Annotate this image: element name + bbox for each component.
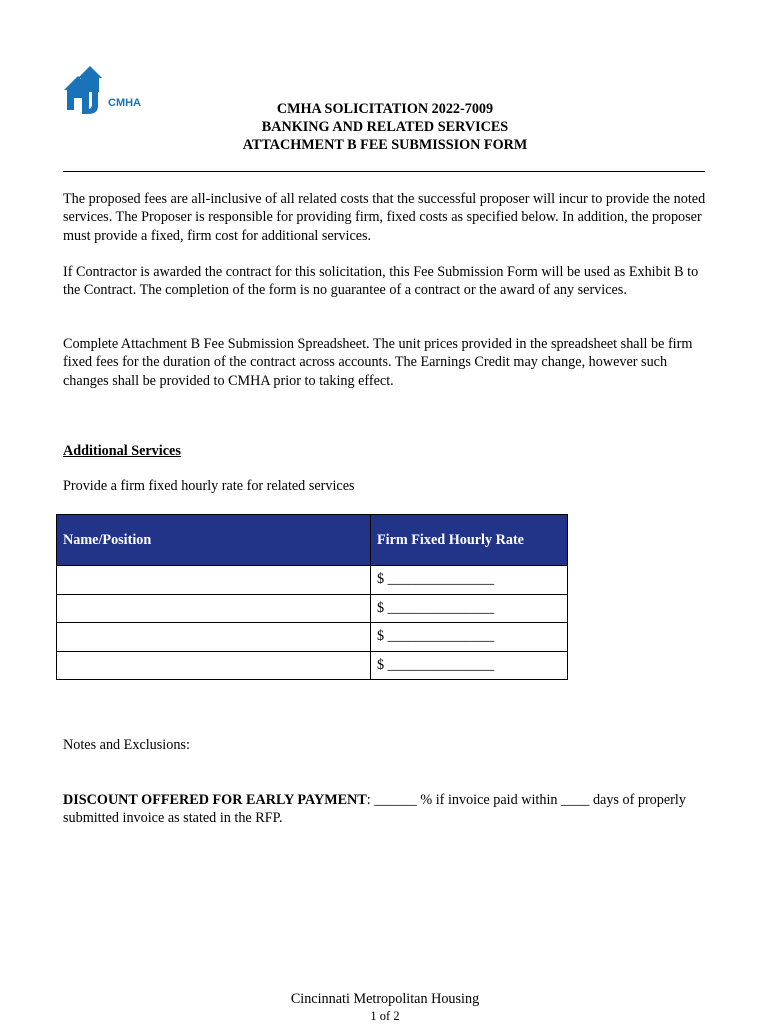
logo-text: CMHA (108, 97, 141, 109)
hourly-rate-cell[interactable]: $ _______________ (371, 623, 568, 652)
early-payment-discount (63, 791, 708, 828)
notes-exclusions-label: Notes and Exclusions: (63, 737, 190, 753)
page-number: 1 of 2 (370, 1009, 400, 1023)
fees-paragraph: The proposed fees are all-inclusive of all related costs that the successful proposer will incur to provide the noted services. The Proposer is responsible for providing firm, fixed costs as specified below. In addition, the proposer must provide a fixed, firm cost for additional services. (63, 191, 706, 244)
table-row (57, 566, 568, 595)
hourly-rate-cell[interactable]: $ _______________ (371, 594, 568, 623)
additional-services-heading: Additional Services (63, 443, 181, 459)
name-position-cell[interactable] (57, 623, 371, 652)
table-row (57, 623, 568, 652)
spreadsheet-paragraph: Complete Attachment B Fee Submission Spreadsheet. The unit prices provided in the spreadsheet shall be firm fixed fees for the duration of the contract across accounts. The Earnings Credit may change, however such changes shall be provided to CMHA prior to taking effect. (63, 336, 693, 389)
contract-paragraph: If Contractor is awarded the contract for this solicitation, this Fee Submission Form will be used as Exhibit B to the Contract. The completion of the form is no guarantee of a contract or the award of any services. (63, 264, 699, 299)
discount-label: DISCOUNT OFFERED FOR EARLY PAYMENT (63, 792, 367, 808)
footer-organization: Cincinnati Metropolitan Housing (290, 991, 480, 1007)
attachment-title: ATTACHMENT B FEE SUBMISSION FORM (242, 137, 528, 153)
discount-text: : ______ % if invoice paid within ____ days of properly submitted invoice as stated in the RFP. (63, 792, 686, 827)
additional-services-instruction: Provide a firm fixed hourly rate for related services (63, 478, 355, 494)
name-position-cell[interactable] (57, 566, 371, 595)
name-position-cell[interactable] (57, 594, 371, 623)
solicitation-title: CMHA SOLICITATION 2022-7009 (276, 101, 494, 117)
services-title: BANKING AND RELATED SERVICES (261, 119, 509, 135)
hourly-rate-table (56, 514, 568, 680)
table-header-row (57, 515, 568, 566)
column-header-hourly-rate: Firm Fixed Hourly Rate (371, 515, 568, 566)
hourly-rate-cell[interactable]: $ _______________ (371, 566, 568, 595)
table-row (57, 594, 568, 623)
column-header-name-position: Name/Position (57, 515, 371, 566)
table-row (57, 651, 568, 680)
header-divider (63, 171, 705, 172)
name-position-cell[interactable] (57, 651, 371, 680)
hourly-rate-cell[interactable]: $ _______________ (371, 651, 568, 680)
